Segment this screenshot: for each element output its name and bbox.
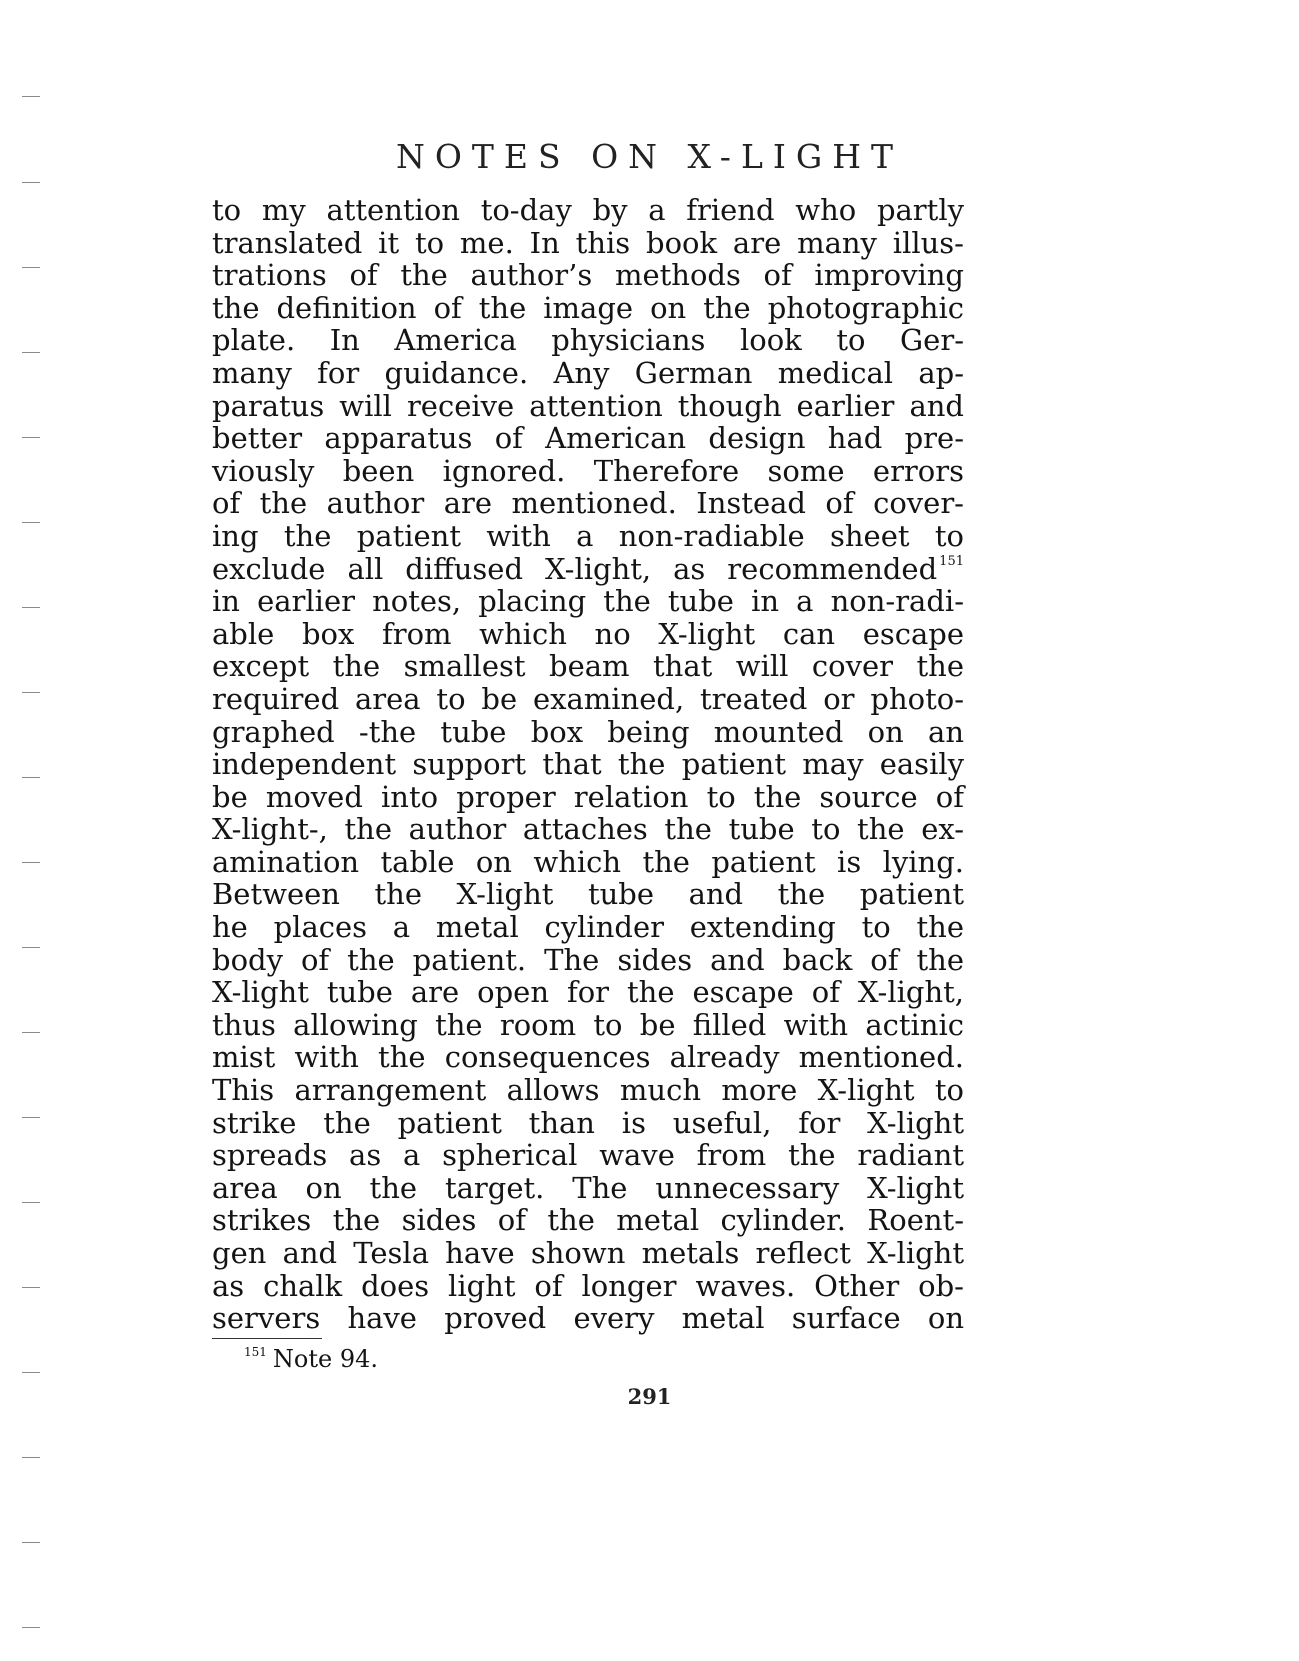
text-line: amination table on which the patient is lying.: [212, 844, 964, 879]
text-line: plate. In America physicians look to Ger-: [212, 323, 964, 358]
margin-tick: [22, 1117, 40, 1118]
margin-tick: [22, 522, 40, 523]
footnote-number: 151: [244, 1345, 267, 1359]
text-line: X-light-, the author attaches the tube to the ex-: [212, 812, 964, 847]
text-line: body of the patient. The sides and back of the: [212, 942, 964, 977]
text-line-content: exclude all diffused X-light, as recommended: [212, 551, 938, 586]
text-line: area on the target. The unnecessary X-light: [212, 1170, 964, 1205]
page-number: 291: [627, 1384, 672, 1409]
text-line: he places a metal cylinder extending to the: [212, 910, 964, 945]
text-line: gen and Tesla have shown metals reflect X-light: [212, 1236, 964, 1270]
text-line: able box from which no X-light can escape: [212, 616, 964, 651]
text-line: spreads as a spherical wave from the radiant: [212, 1138, 964, 1173]
margin-tick: [22, 607, 40, 608]
footnote: [244, 1344, 378, 1374]
text-line: better apparatus of American design had pre-: [212, 421, 964, 456]
margin-tick: [22, 437, 40, 438]
scan-margin-ticks: [22, 0, 46, 1661]
margin-tick: [22, 1372, 40, 1373]
footnote-text: Note 94.: [272, 1345, 378, 1373]
text-line: thus allowing the room to be filled with actinic: [212, 1007, 964, 1042]
text-line: to my attention to-day by a friend who partly: [212, 193, 964, 227]
margin-tick: [22, 1457, 40, 1458]
text-line: mist with the consequences already mentioned.: [212, 1040, 964, 1075]
text-line-with-footnote-ref: [212, 553, 964, 586]
text-line: Between the X-light tube and the patient: [212, 877, 964, 912]
text-line: paratus will receive attention though earlier and: [212, 388, 964, 423]
margin-tick: [22, 352, 40, 353]
margin-tick: [22, 1032, 40, 1033]
margin-tick: [22, 947, 40, 948]
margin-tick: [22, 267, 40, 268]
text-line: be moved into proper relation to the source of: [212, 779, 964, 814]
text-line: many for guidance. Any German medical ap-: [212, 355, 964, 390]
text-line: except the smallest beam that will cover the: [212, 649, 964, 684]
text-line: in earlier notes, placing the tube in a non-radi-: [212, 584, 964, 619]
text-line: graphed -the tube box being mounted on an: [212, 714, 964, 749]
text-line: required area to be examined, treated or photo-: [212, 681, 964, 716]
text-line: translated it to me. In this book are many illus-: [212, 225, 964, 260]
text-line: the definition of the image on the photographic: [212, 290, 964, 325]
running-head: NOTES ON X-LIGHT: [395, 137, 904, 176]
margin-tick: [22, 1202, 40, 1203]
text-line: X-light tube are open for the escape of X-light,: [212, 975, 964, 1010]
text-line: of the author are mentioned. Instead of cover-: [212, 486, 964, 521]
footnote-rule: [212, 1338, 322, 1339]
text-line: servers have proved every metal surface on: [212, 1301, 964, 1336]
footnote-reference[interactable]: 151: [939, 553, 964, 569]
text-line: strikes the sides of the metal cylinder. Roent-: [212, 1203, 964, 1238]
margin-tick: [22, 692, 40, 693]
text-line: independent support that the patient may easily: [212, 747, 964, 782]
text-line: ing the patient with a non-radiable sheet to: [212, 518, 964, 553]
text-line: strike the patient than is useful, for X-light: [212, 1105, 964, 1140]
margin-tick: [22, 1627, 40, 1628]
margin-tick: [22, 777, 40, 778]
margin-tick: [22, 182, 40, 183]
text-line: This arrangement allows much more X-light to: [212, 1073, 964, 1108]
text-line: as chalk does light of longer waves. Other ob-: [212, 1268, 964, 1303]
margin-tick: [22, 1542, 40, 1543]
margin-tick: [22, 1287, 40, 1288]
body-text: [212, 194, 964, 1335]
margin-tick: [22, 96, 40, 97]
margin-tick: [22, 862, 40, 863]
text-line: trations of the author’s methods of improving: [212, 258, 964, 293]
text-line: viously been ignored. Therefore some errors: [212, 453, 964, 488]
